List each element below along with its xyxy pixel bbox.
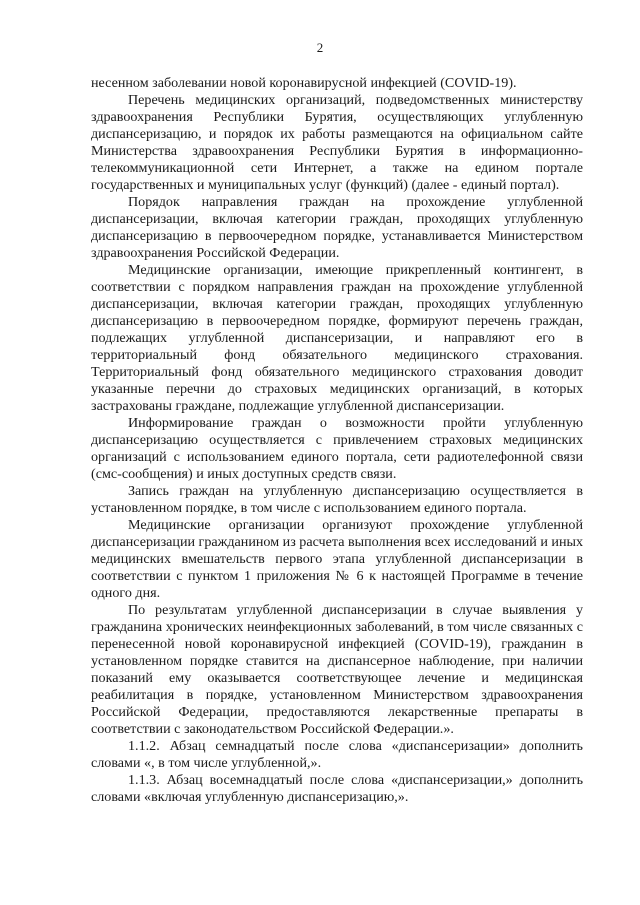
paragraph-attached-contingent: Медицинские организации, имеющие прикрепленный контингент, в соответствии с порядком направления граждан на прохождение углубленной диспансеризации, включая категории граждан, проходящих углубленную диспансеризацию в первоочередном порядке, формируют перечень граждан, подлежащих углубленной диспансеризации, и направляют его в территориальный фонд обязательного медицинского страхования. Территориальный фонд обязательного медицинского страхования доводит указанные перечни до страховых медицинских организаций, в которых застрахованы граждане, подлежащие углубленной диспансеризации. — [91, 262, 583, 414]
paragraph-registration: Запись граждан на углубленную диспансеризацию осуществляется в установленном порядке, в том числе с использованием единого портала. — [91, 483, 583, 516]
paragraph-organizations-list: Перечень медицинских организаций, подведомственных министерству здравоохранения Республики Бурятия, осуществляющих углубленную диспансеризацию, и порядок их работы размещаются на официальном сайте Министерства здравоохранения Республики Бурятия в информационно-телекоммуникационной сети Интернет, а также на едином портале государственных и муниципальных услуг (функций) (далее - единый портал). — [91, 92, 583, 193]
paragraph-continuation: несенном заболевании новой коронавирусной инфекцией (COVID-19). — [91, 75, 517, 91]
paragraph-amendment-1-1-3: 1.1.3. Абзац восемнадцатый после слова «диспансеризации,» дополнить словами «включая углубленную диспансеризацию,». — [91, 772, 583, 805]
paragraph-referral-procedure: Порядок направления граждан на прохождение углубленной диспансеризации, включая категории граждан, проходящих углубленную диспансеризацию в первоочередном порядке, устанавливается Министерством здравоохранения Российской Федерации. — [91, 194, 583, 261]
page-number: 2 — [316, 40, 324, 55]
paragraph-amendment-1-1-2: 1.1.2. Абзац семнадцатый после слова «диспансеризации» дополнить словами «, в том числе углубленной,». — [91, 738, 583, 771]
paragraph-informing-citizens: Информирование граждан о возможности пройти углубленную диспансеризацию осуществляется с привлечением страховых медицинских организаций с использованием единого портала, сети радиотелефонной связи (смс-сообщения) и иных доступных средств связи. — [91, 415, 583, 482]
paragraph-one-day-completion: Медицинские организации организуют прохождение углубленной диспансеризации гражданином из расчета выполнения всех исследований и иных медицинских вмешательств первого этапа углубленной диспансеризации в соответствии с пунктом 1 приложения № 6 к настоящей Программе в течение одного дня. — [91, 517, 584, 601]
paragraph-results-followup: По результатам углубленной диспансеризации в случае выявления у гражданина хронических неинфекционных заболеваний, в том числе связанных с перенесенной новой коронавирусной инфекцией (COVID-19), гражданин в установленном порядке ставится на диспансерное наблюдение, при наличии показаний ему оказывается соответствующее лечение и медицинская реабилитация в порядке, установленном Министерством здравоохранения Российской Федерации, предоставляются лекарственные препараты в соответствии с законодательством Российской Федерации.». — [91, 602, 583, 737]
document-body — [91, 75, 583, 806]
